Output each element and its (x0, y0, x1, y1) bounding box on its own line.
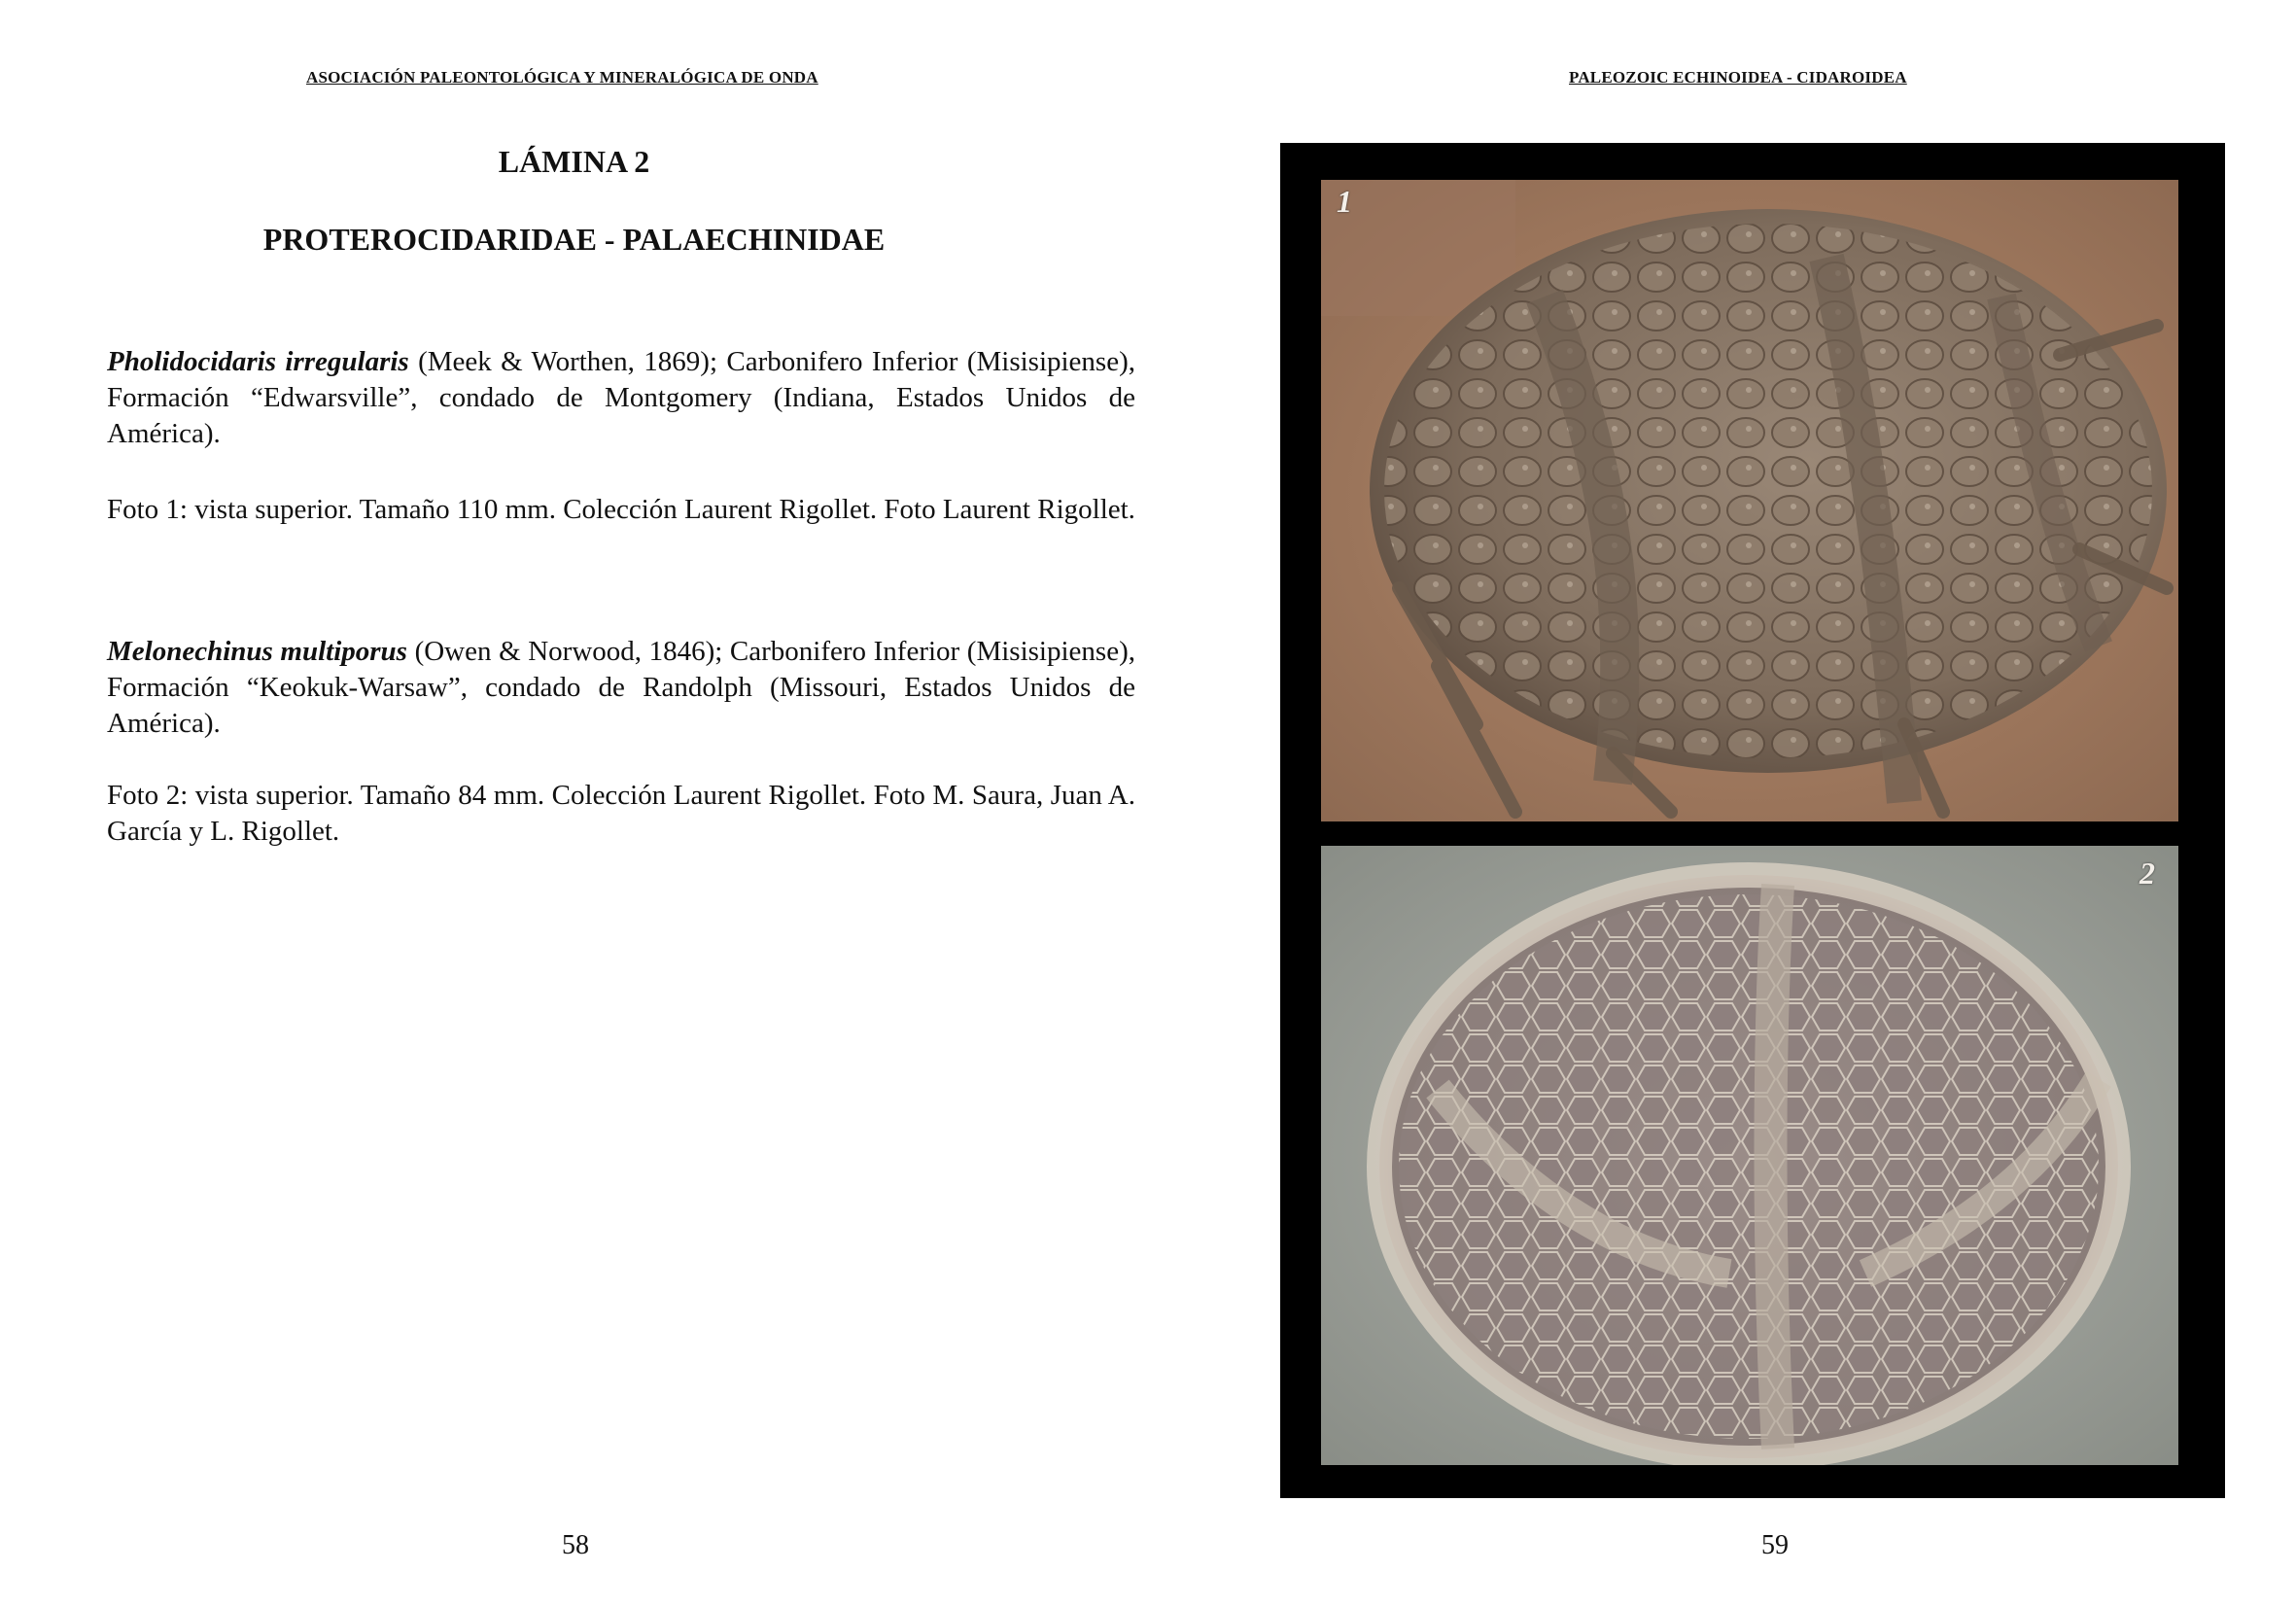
photo-1-label: 1 (1337, 184, 1352, 219)
fossil-photo-2 (1321, 846, 2178, 1465)
species-name-2: Melonechinus multiporus (107, 636, 407, 667)
running-head: ASOCIACIÓN PALEONTOLÓGICA Y MINERALÓGICA DE ONDA (306, 68, 818, 87)
photo-1-caption: Foto 1: vista superior. Tamaño 110 mm. Colección Laurent Rigollet. Foto Laurent Rigollet. (107, 494, 1135, 525)
species-description-1: (Meek & Worthen, 1869); Carbonifero Inferior (Misisipiense), Formación “Edwarsville”, condado de Montgomery (Indiana, Estados Unidos de América). (107, 346, 1135, 449)
page-number: 58 (562, 1530, 589, 1560)
page-number: 59 (1761, 1530, 1789, 1560)
plate-subtitle: PROTEROCIDARIDAE - PALAECHINIDAE (262, 222, 886, 257)
species-entry-1 (107, 344, 1135, 452)
fossil-photo-1 (1321, 180, 2178, 821)
species-description-2: (Owen & Norwood, 1846); Carbonifero Inferior (Misisipiense), Formación “Keokuk-Warsaw”, condado de Randolph (Missouri, Estados Unidos de América). (107, 636, 1135, 739)
fossil-photo-1-image (1321, 180, 2178, 821)
photo-2-caption: Foto 2: vista superior. Tamaño 84 mm. Colección Laurent Rigollet. Foto M. Saura, Juan A. García y L. Rigollet. (107, 780, 1135, 847)
right-page (1148, 0, 2296, 1607)
fossil-photo-2-image (1321, 846, 2178, 1465)
running-head: PALEOZOIC ECHINOIDEA - CIDAROIDEA (1569, 68, 1907, 87)
species-name-1: Pholidocidaris irregularis (107, 346, 409, 377)
species-entry-2 (107, 634, 1135, 742)
photo-2-label: 2 (2139, 856, 2155, 891)
plate-title: LÁMINA 2 (498, 144, 650, 179)
plate-frame (1280, 143, 2225, 1498)
